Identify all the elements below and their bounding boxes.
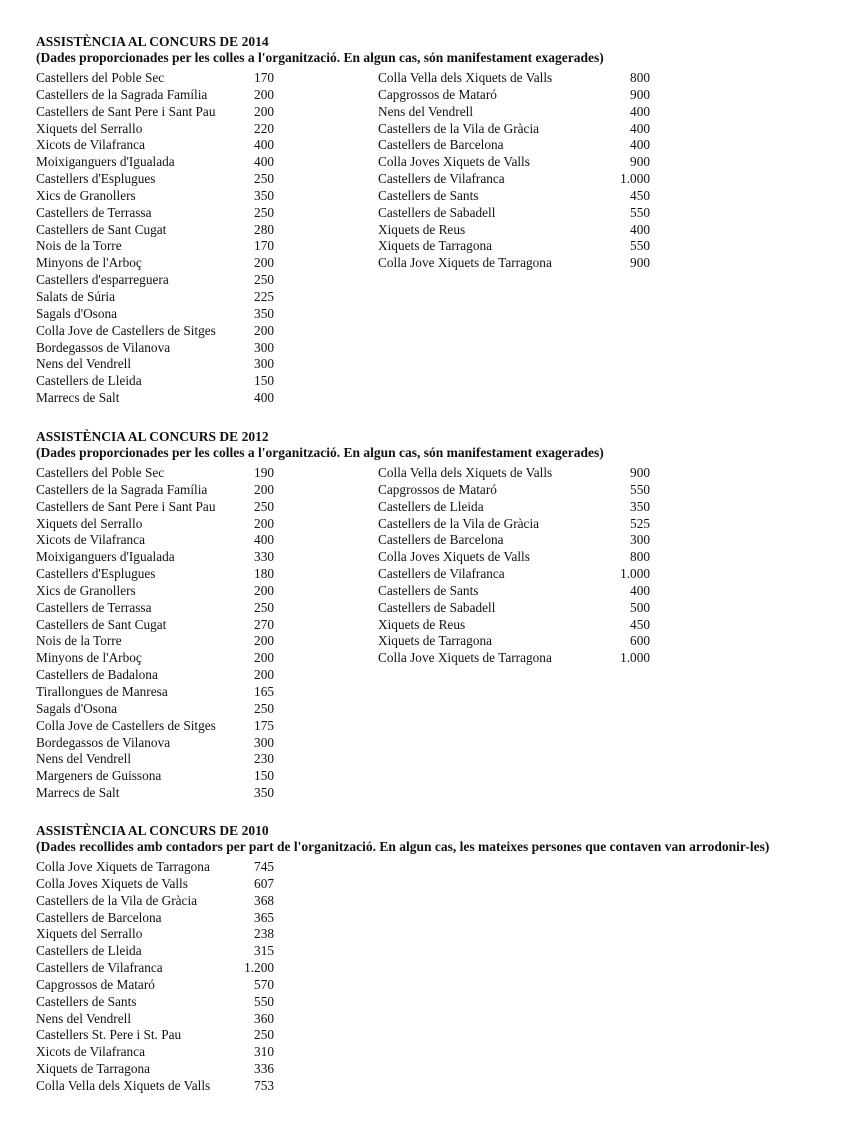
section-title: ASSISTÈNCIA AL CONCURS DE 2014 bbox=[36, 34, 269, 49]
list-item bbox=[378, 255, 658, 272]
team-name: Moixiganguers d'Igualada bbox=[36, 154, 175, 170]
team-name: Colla Joves Xiquets de Valls bbox=[378, 154, 530, 170]
list-item bbox=[378, 583, 658, 600]
team-name: Colla Vella dels Xiquets de Valls bbox=[36, 1077, 211, 1093]
list-item bbox=[36, 255, 378, 272]
list-item bbox=[36, 121, 378, 138]
team-name: Nois de la Torre bbox=[36, 633, 122, 649]
attendance-value: 200 bbox=[254, 86, 274, 102]
list-item bbox=[378, 650, 658, 667]
attendance-value: 200 bbox=[254, 322, 274, 338]
list-item bbox=[378, 617, 658, 634]
attendance-value: 200 bbox=[254, 667, 274, 683]
team-name: Xicots de Vilafranca bbox=[36, 137, 145, 153]
attendance-value: 400 bbox=[630, 137, 650, 153]
team-name: Nois de la Torre bbox=[36, 238, 122, 254]
team-name: Capgrossos de Mataró bbox=[36, 976, 155, 992]
attendance-value: 280 bbox=[254, 221, 274, 237]
attendance-value: 200 bbox=[254, 650, 274, 666]
attendance-value: 230 bbox=[254, 751, 274, 767]
attendance-value: 1.000 bbox=[620, 650, 650, 666]
attendance-value: 400 bbox=[254, 390, 274, 406]
attendance-value: 250 bbox=[254, 599, 274, 615]
attendance-value: 170 bbox=[254, 238, 274, 254]
attendance-value: 900 bbox=[630, 154, 650, 170]
team-name: Minyons de l'Arboç bbox=[36, 650, 142, 666]
team-name: Marrecs de Salt bbox=[36, 785, 120, 801]
list-item bbox=[36, 1061, 378, 1078]
attendance-value: 300 bbox=[254, 339, 274, 355]
attendance-value: 350 bbox=[254, 305, 274, 321]
attendance-value: 500 bbox=[630, 599, 650, 615]
attendance-value: 800 bbox=[630, 70, 650, 85]
attendance-value: 745 bbox=[254, 859, 274, 874]
list-item bbox=[36, 910, 378, 927]
attendance-value: 180 bbox=[254, 566, 274, 582]
attendance-value: 400 bbox=[630, 221, 650, 237]
list-item bbox=[36, 1011, 378, 1028]
team-name: Castellers de Lleida bbox=[378, 498, 484, 514]
list-item bbox=[36, 684, 378, 701]
list-item bbox=[36, 373, 378, 390]
attendance-value: 270 bbox=[254, 616, 274, 632]
attendance-value: 310 bbox=[254, 1044, 274, 1060]
attendance-value: 900 bbox=[630, 86, 650, 102]
attendance-value: 400 bbox=[254, 532, 274, 548]
section-columns bbox=[36, 859, 816, 1095]
team-name: Castellers de Badalona bbox=[36, 667, 158, 683]
attendance-value: 753 bbox=[254, 1077, 274, 1093]
team-name: Capgrossos de Mataró bbox=[378, 481, 497, 497]
attendance-value: 165 bbox=[254, 683, 274, 699]
section-2014 bbox=[36, 34, 816, 407]
list-item bbox=[36, 751, 378, 768]
team-name: Marrecs de Salt bbox=[36, 390, 120, 406]
team-name: Castellers de Sants bbox=[378, 187, 479, 203]
section-2010 bbox=[36, 823, 816, 1095]
team-name: Castellers de Sant Cugat bbox=[36, 616, 167, 632]
attendance-value: 300 bbox=[630, 532, 650, 548]
list-item bbox=[378, 549, 658, 566]
team-name: Nens del Vendrell bbox=[36, 751, 132, 767]
attendance-value: 200 bbox=[254, 481, 274, 497]
team-name: Xiquets de Reus bbox=[378, 221, 466, 237]
list-item bbox=[36, 390, 378, 407]
list-item bbox=[36, 137, 378, 154]
team-name: Colla Jove de Castellers de Sitges bbox=[36, 717, 216, 733]
attendance-value: 1.200 bbox=[244, 960, 274, 976]
attendance-value: 330 bbox=[254, 549, 274, 565]
list-item bbox=[36, 306, 378, 323]
attendance-value: 525 bbox=[630, 515, 650, 531]
list-item bbox=[36, 617, 378, 634]
left-column bbox=[36, 465, 378, 802]
section-title: ASSISTÈNCIA AL CONCURS DE 2012 bbox=[36, 429, 269, 444]
attendance-value: 300 bbox=[254, 734, 274, 750]
list-item bbox=[36, 104, 378, 121]
list-item bbox=[36, 583, 378, 600]
attendance-value: 1.000 bbox=[620, 566, 650, 582]
team-name: Castellers de Sants bbox=[36, 993, 137, 1009]
attendance-value: 220 bbox=[254, 120, 274, 136]
list-item bbox=[36, 482, 378, 499]
team-name: Castellers de Sant Cugat bbox=[36, 221, 167, 237]
team-name: Xics de Granollers bbox=[36, 582, 136, 598]
attendance-value: 400 bbox=[254, 137, 274, 153]
team-name: Moixiganguers d'Igualada bbox=[36, 549, 175, 565]
team-name: Castellers de Terrassa bbox=[36, 599, 152, 615]
team-name: Castellers de Lleida bbox=[36, 943, 142, 959]
section-subtitle: (Dades proporcionades per les colles a l'organització. En algun cas, són manifestament exagerades) bbox=[36, 50, 604, 65]
attendance-value: 400 bbox=[630, 103, 650, 119]
list-item bbox=[378, 238, 658, 255]
team-name: Castellers de Sabadell bbox=[378, 599, 496, 615]
list-item bbox=[36, 238, 378, 255]
team-name: Nens del Vendrell bbox=[36, 356, 132, 372]
team-name: Castellers de Barcelona bbox=[378, 532, 504, 548]
list-item bbox=[36, 926, 378, 943]
attendance-value: 900 bbox=[630, 465, 650, 480]
team-name: Salats de Súria bbox=[36, 288, 116, 304]
left-column bbox=[36, 70, 378, 407]
list-item bbox=[378, 566, 658, 583]
attendance-value: 250 bbox=[254, 498, 274, 514]
list-item bbox=[36, 356, 378, 373]
list-item bbox=[36, 943, 378, 960]
attendance-value: 350 bbox=[254, 785, 274, 801]
attendance-value: 1.000 bbox=[620, 171, 650, 187]
team-name: Xiquets de Tarragona bbox=[36, 1061, 151, 1077]
attendance-value: 200 bbox=[254, 633, 274, 649]
team-name: Castellers St. Pere i St. Pau bbox=[36, 1027, 182, 1043]
team-name: Castellers de la Sagrada Família bbox=[36, 86, 208, 102]
list-item bbox=[36, 171, 378, 188]
right-column bbox=[378, 465, 658, 802]
list-item bbox=[36, 272, 378, 289]
attendance-value: 190 bbox=[254, 465, 274, 480]
list-item bbox=[36, 1044, 378, 1061]
list-item bbox=[378, 171, 658, 188]
list-item bbox=[36, 701, 378, 718]
list-item bbox=[36, 499, 378, 516]
team-name: Nens del Vendrell bbox=[378, 103, 474, 119]
attendance-value: 800 bbox=[630, 549, 650, 565]
team-name: Colla Joves Xiquets de Valls bbox=[36, 875, 188, 891]
attendance-value: 200 bbox=[254, 515, 274, 531]
team-name: Nens del Vendrell bbox=[36, 1010, 132, 1026]
list-item bbox=[36, 465, 378, 482]
list-item bbox=[36, 1078, 378, 1095]
team-name: Xicots de Vilafranca bbox=[36, 1044, 145, 1060]
list-item bbox=[36, 70, 378, 87]
team-name: Castellers de la Vila de Gràcia bbox=[36, 892, 198, 908]
team-name: Castellers d'Esplugues bbox=[36, 171, 156, 187]
attendance-value: 250 bbox=[254, 700, 274, 716]
attendance-value: 550 bbox=[630, 238, 650, 254]
attendance-value: 550 bbox=[630, 481, 650, 497]
attendance-value: 250 bbox=[254, 204, 274, 220]
team-name: Capgrossos de Mataró bbox=[378, 86, 497, 102]
team-name: Sagals d'Osona bbox=[36, 305, 118, 321]
team-name: Castellers de la Sagrada Família bbox=[36, 481, 208, 497]
attendance-value: 150 bbox=[254, 768, 274, 784]
team-name: Margeners de Guissona bbox=[36, 768, 162, 784]
list-item bbox=[36, 154, 378, 171]
list-item bbox=[378, 188, 658, 205]
team-name: Colla Vella dels Xiquets de Valls bbox=[378, 465, 553, 480]
list-item bbox=[36, 340, 378, 357]
list-item bbox=[378, 70, 658, 87]
attendance-value: 607 bbox=[254, 875, 274, 891]
team-name: Castellers de Terrassa bbox=[36, 204, 152, 220]
list-item bbox=[36, 323, 378, 340]
attendance-value: 238 bbox=[254, 926, 274, 942]
team-name: Colla Joves Xiquets de Valls bbox=[378, 549, 530, 565]
attendance-value: 200 bbox=[254, 103, 274, 119]
team-name: Minyons de l'Arboç bbox=[36, 255, 142, 271]
list-item bbox=[36, 549, 378, 566]
team-name: Xiquets del Serrallo bbox=[36, 926, 143, 942]
list-item bbox=[36, 188, 378, 205]
list-item bbox=[36, 650, 378, 667]
team-name: Colla Vella dels Xiquets de Valls bbox=[378, 70, 553, 85]
team-name: Castellers de Sants bbox=[378, 582, 479, 598]
attendance-value: 300 bbox=[254, 356, 274, 372]
list-item bbox=[36, 735, 378, 752]
list-item bbox=[378, 532, 658, 549]
list-item bbox=[378, 499, 658, 516]
team-name: Castellers de Vilafranca bbox=[378, 171, 505, 187]
list-item bbox=[36, 516, 378, 533]
team-name: Xics de Granollers bbox=[36, 187, 136, 203]
list-item bbox=[378, 222, 658, 239]
attendance-value: 400 bbox=[630, 582, 650, 598]
attendance-value: 360 bbox=[254, 1010, 274, 1026]
team-name: Colla Jove Xiquets de Tarragona bbox=[36, 859, 210, 874]
team-name: Castellers de Lleida bbox=[36, 373, 142, 389]
attendance-value: 150 bbox=[254, 373, 274, 389]
attendance-value: 350 bbox=[254, 187, 274, 203]
list-item bbox=[36, 667, 378, 684]
attendance-value: 225 bbox=[254, 288, 274, 304]
list-item bbox=[36, 859, 378, 876]
attendance-value: 315 bbox=[254, 943, 274, 959]
team-name: Tirallongues de Manresa bbox=[36, 683, 168, 699]
left-column bbox=[36, 859, 378, 1095]
list-item bbox=[378, 205, 658, 222]
team-name: Castellers de Barcelona bbox=[36, 909, 162, 925]
right-column bbox=[378, 70, 658, 407]
attendance-value: 570 bbox=[254, 976, 274, 992]
list-item bbox=[36, 633, 378, 650]
team-name: Castellers del Poble Sec bbox=[36, 70, 165, 85]
attendance-value: 250 bbox=[254, 171, 274, 187]
team-name: Castellers de Sant Pere i Sant Pau bbox=[36, 103, 216, 119]
attendance-value: 450 bbox=[630, 187, 650, 203]
list-item bbox=[36, 205, 378, 222]
section-subtitle: (Dades proporcionades per les colles a l'organització. En algun cas, són manifestament exagerades) bbox=[36, 445, 604, 460]
team-name: Xiquets de Reus bbox=[378, 616, 466, 632]
list-item bbox=[378, 154, 658, 171]
list-item bbox=[378, 465, 658, 482]
section-columns bbox=[36, 465, 816, 802]
team-name: Xiquets del Serrallo bbox=[36, 515, 143, 531]
list-item bbox=[36, 222, 378, 239]
list-item bbox=[36, 893, 378, 910]
attendance-value: 600 bbox=[630, 633, 650, 649]
team-name: Castellers d'Esplugues bbox=[36, 566, 156, 582]
attendance-value: 200 bbox=[254, 255, 274, 271]
team-name: Castellers del Poble Sec bbox=[36, 465, 165, 480]
attendance-value: 900 bbox=[630, 255, 650, 271]
team-name: Castellers d'esparreguera bbox=[36, 272, 169, 288]
list-item bbox=[36, 289, 378, 306]
list-item bbox=[36, 87, 378, 104]
team-name: Xiquets de Tarragona bbox=[378, 238, 493, 254]
list-item bbox=[378, 516, 658, 533]
list-item bbox=[378, 104, 658, 121]
attendance-value: 250 bbox=[254, 1027, 274, 1043]
attendance-value: 200 bbox=[254, 582, 274, 598]
team-name: Xiquets del Serrallo bbox=[36, 120, 143, 136]
team-name: Bordegassos de Vilanova bbox=[36, 339, 171, 355]
list-item bbox=[36, 768, 378, 785]
attendance-value: 450 bbox=[630, 616, 650, 632]
attendance-value: 365 bbox=[254, 909, 274, 925]
team-name: Colla Jove Xiquets de Tarragona bbox=[378, 255, 552, 271]
list-item bbox=[36, 785, 378, 802]
attendance-value: 400 bbox=[630, 120, 650, 136]
attendance-value: 550 bbox=[630, 204, 650, 220]
section-2012 bbox=[36, 429, 816, 802]
list-item bbox=[36, 532, 378, 549]
team-name: Castellers de la Vila de Gràcia bbox=[378, 120, 540, 136]
team-name: Castellers de la Vila de Gràcia bbox=[378, 515, 540, 531]
team-name: Castellers de Barcelona bbox=[378, 137, 504, 153]
list-item bbox=[378, 121, 658, 138]
section-title: ASSISTÈNCIA AL CONCURS DE 2010 bbox=[36, 823, 269, 838]
list-item bbox=[378, 600, 658, 617]
list-item bbox=[36, 600, 378, 617]
team-name: Xicots de Vilafranca bbox=[36, 532, 145, 548]
list-item bbox=[378, 482, 658, 499]
attendance-value: 400 bbox=[254, 154, 274, 170]
team-name: Castellers de Vilafranca bbox=[36, 960, 163, 976]
team-name: Bordegassos de Vilanova bbox=[36, 734, 171, 750]
attendance-value: 350 bbox=[630, 498, 650, 514]
team-name: Castellers de Sant Pere i Sant Pau bbox=[36, 498, 216, 514]
section-subtitle: (Dades recollides amb contadors per part de l'organització. En algun cas, les mateixes persones que contaven van arrodonir-les) bbox=[36, 839, 770, 854]
attendance-value: 336 bbox=[254, 1061, 274, 1077]
attendance-value: 250 bbox=[254, 272, 274, 288]
list-item bbox=[36, 960, 378, 977]
list-item bbox=[36, 566, 378, 583]
team-name: Castellers de Sabadell bbox=[378, 204, 496, 220]
team-name: Sagals d'Osona bbox=[36, 700, 118, 716]
team-name: Castellers de Vilafranca bbox=[378, 566, 505, 582]
attendance-value: 368 bbox=[254, 892, 274, 908]
list-item bbox=[378, 87, 658, 104]
team-name: Colla Jove de Castellers de Sitges bbox=[36, 322, 216, 338]
attendance-value: 550 bbox=[254, 993, 274, 1009]
list-item bbox=[378, 137, 658, 154]
team-name: Colla Jove Xiquets de Tarragona bbox=[378, 650, 552, 666]
list-item bbox=[36, 876, 378, 893]
list-item bbox=[36, 718, 378, 735]
list-item bbox=[36, 1027, 378, 1044]
right-column bbox=[378, 859, 658, 1095]
section-columns bbox=[36, 70, 816, 407]
attendance-value: 175 bbox=[254, 717, 274, 733]
list-item bbox=[378, 633, 658, 650]
attendance-value: 170 bbox=[254, 70, 274, 85]
team-name: Xiquets de Tarragona bbox=[378, 633, 493, 649]
list-item bbox=[36, 994, 378, 1011]
list-item bbox=[36, 977, 378, 994]
